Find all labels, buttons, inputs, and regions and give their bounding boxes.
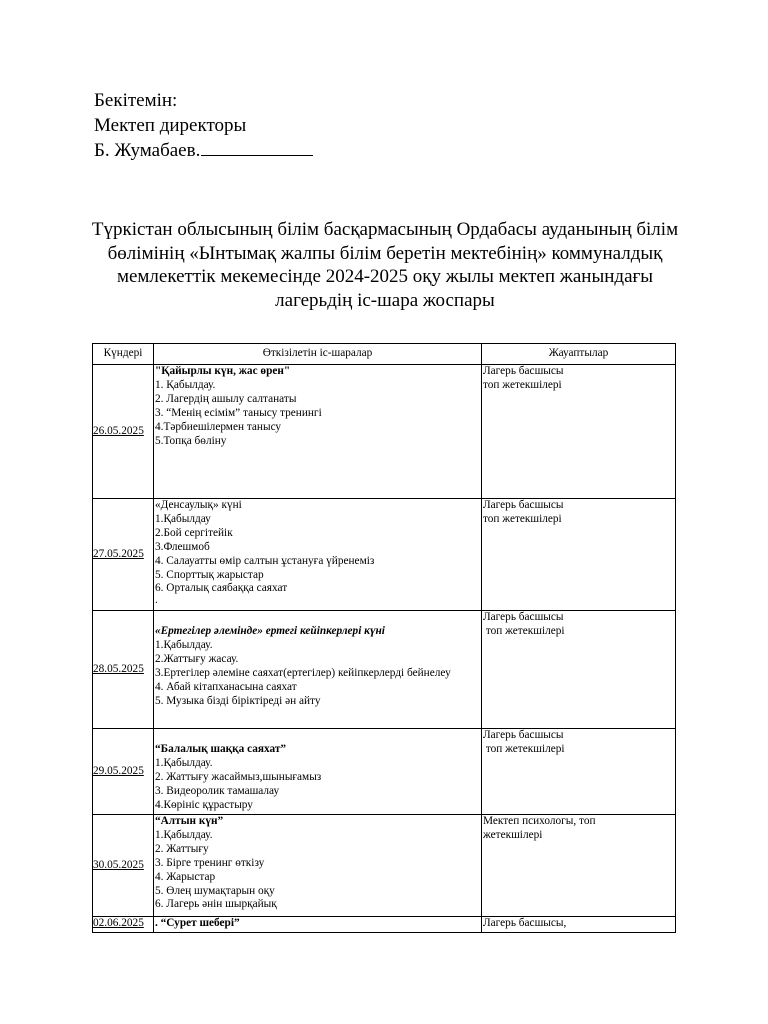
responsible-line: топ жетекшілері (483, 378, 562, 391)
row-events (154, 499, 482, 611)
header-dates: Күндері (93, 344, 154, 365)
header-responsible: Жауаптылар (482, 344, 676, 365)
table-row (93, 729, 676, 815)
document-title: Түркістан облысының білім басқармасының Ордабасы ауданының білім бөлімінің «Ынтымақ жалпы білім беретін мектебінің» коммуналдық мемлекеттік мекемесінде 2024-2025 оқу жылы мектеп жанындағы лагерьдің іс-шара жоспары (91, 219, 679, 311)
event-item: 4. Салауатты өмір салтын ұстануға үйренеміз (155, 554, 375, 567)
event-title: «Денсаулық» күні (155, 499, 242, 511)
event-item: 4.Тәрбиешілермен танысу (155, 420, 282, 433)
event-title: “Балалық шаққа саяхат” (155, 743, 287, 755)
event-item: 3. “Менің есімім” танысу тренингі (155, 406, 322, 419)
row-events (154, 917, 482, 933)
row-responsible (482, 611, 676, 729)
row-events (154, 611, 482, 729)
director-name: Б. Жумабаев. (94, 140, 201, 161)
row-date: 28.05.2025 (93, 611, 154, 729)
responsible-line: жетекшілері (483, 828, 543, 841)
row-date: 27.05.2025 (93, 499, 154, 611)
approval-signature (94, 138, 313, 163)
event-item: 2.Бой сергітейік (155, 526, 233, 539)
event-item: 2. Жаттығу (155, 842, 209, 855)
event-item: 5. Музыка бізді біріктіреді ән айту (155, 694, 321, 707)
approval-block (94, 88, 313, 163)
event-item: 6. Орталық саябаққа саяхат (155, 582, 288, 595)
row-responsible (482, 365, 676, 499)
event-title: . “Сурет шебері” (155, 917, 240, 929)
row-responsible (482, 729, 676, 815)
event-item: 5. Өлең шумақтарын оқу (155, 884, 275, 897)
event-item: 1. Қабылдау. (155, 378, 216, 391)
responsible-line: Лагерь басшысы (483, 611, 564, 623)
approval-position: Мектеп директоры (94, 115, 247, 136)
event-title: “Алтын күн” (155, 815, 224, 827)
row-events (154, 815, 482, 917)
responsible-line: Лагерь басшысы, (483, 917, 567, 929)
event-item: 4. Жарыстар (155, 870, 216, 883)
table-row (93, 499, 676, 611)
event-title: «Ертегілер әлемінде» ертегі кейіпкерлері күні (155, 625, 385, 637)
header-events: Өткізілетін іс-шаралар (154, 344, 482, 365)
row-date: 30.05.2025 (93, 815, 154, 917)
responsible-line: Мектеп психологы, топ (483, 815, 596, 827)
responsible-line: топ жетекшілері (483, 624, 565, 637)
table-row (93, 611, 676, 729)
row-date: 26.05.2025 (93, 365, 154, 499)
event-item: 3. Видеоролик тамашалау (155, 784, 280, 797)
row-date: 29.05.2025 (93, 729, 154, 815)
camp-plan-table (92, 343, 676, 933)
event-item: 4.Көрініс құрастыру (155, 798, 253, 811)
event-item: 2. Лагердің ашылу салтанаты (155, 392, 297, 405)
responsible-line: Лагерь басшысы (483, 365, 564, 377)
event-item: 1.Қабылдау. (155, 638, 213, 651)
row-events (154, 729, 482, 815)
row-events (154, 365, 482, 499)
row-responsible (482, 815, 676, 917)
table-row (93, 815, 676, 917)
approval-label: Бекітемін: (94, 90, 178, 111)
responsible-line: Лагерь басшысы (483, 499, 564, 511)
responsible-line: топ жетекшілері (483, 512, 562, 525)
table-row (93, 917, 676, 933)
event-item: 5. Спорттық жарыстар (155, 568, 264, 581)
event-item: 5.Топқа бөліну (155, 434, 227, 447)
event-item: 2. Жаттығу жасаймыз,шынығамыз (155, 770, 322, 783)
table-header-row (93, 344, 676, 365)
responsible-line: Лагерь басшысы (483, 729, 564, 741)
row-date: 02.06.2025 (93, 917, 154, 933)
event-item: 4. Абай кітапханасына саяхат (155, 680, 297, 693)
row-responsible (482, 499, 676, 611)
row-responsible (482, 917, 676, 933)
table-row (93, 365, 676, 499)
signature-line (201, 140, 313, 156)
event-item: 2.Жаттығу жасау. (155, 652, 239, 665)
event-item: 3.Ертегілер әлеміне саяхат(ертегілер) кейіпкерлерді бейнелеу (155, 666, 451, 679)
event-item: 1.Қабылдау. (155, 756, 213, 769)
event-item: 1.Қабылдау. (155, 828, 213, 841)
event-item: 6. Лагерь әнін шырқайық (155, 898, 277, 911)
event-title: "Қайырлы күн, жас өрен" (155, 365, 291, 377)
event-item: 3.Флешмоб (155, 540, 210, 553)
event-item: . (155, 594, 158, 607)
responsible-line: топ жетекшілері (483, 742, 565, 755)
event-item: 3. Бірге тренинг өткізу (155, 856, 265, 869)
event-item: 1.Қабылдау (155, 512, 211, 525)
